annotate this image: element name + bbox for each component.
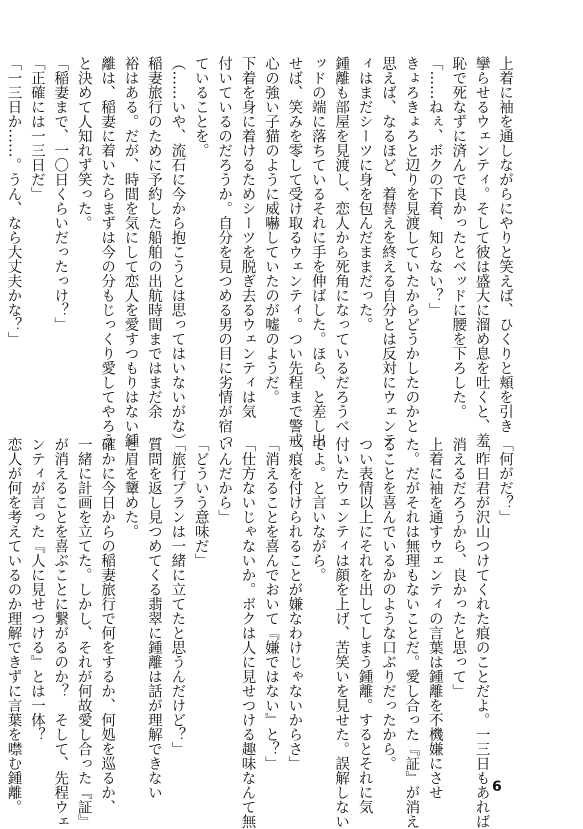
top-text-tier — [5, 56, 516, 448]
text-line: 下着を身に着けるためシーツを脱ぎ去るウェンティは気 — [239, 56, 256, 419]
text-line: 「どういう意味だ」 — [192, 437, 209, 568]
text-line: と決めて人知れず笑った。 — [75, 56, 92, 230]
text-line: ることを喜んでいるかのような口ぶりだったから。 — [379, 437, 396, 771]
text-line: ていることを。 — [192, 56, 209, 158]
text-line: せば、笑みを零して受け取るウェンティ。つい先程まで警戒 — [286, 56, 303, 448]
text-line: 心の強い子猫のように威嚇していたのが嘘のようだ。 — [262, 56, 279, 404]
text-line: が消えることを喜ぶことに繋がるのか？ そして、先程ウェ — [52, 437, 69, 829]
text-line: ッドの端に落ちているそれに手を伸ばした。ほら、と差し出 — [309, 56, 326, 448]
text-line: 付いたウェンティは顔を上げ、苦笑いを見せた。誤解しない — [333, 437, 350, 829]
text-line: 質問を返し見つめてくる翡翠に鍾離は話が理解できない — [145, 437, 162, 800]
text-line: 一緒に計画を立てた。しかし、それが何故愛し合った『証』 — [75, 437, 92, 829]
text-line: ィはまだシーツに身を包んだままだった。 — [356, 56, 373, 332]
text-line: 稲妻旅行のために予約した船舶の出航時間まではまだ余 — [145, 56, 162, 419]
text-line: きょろきょろと辺りを見渡していたからどうかしたのかと — [403, 56, 420, 433]
text-line: 確かに今日からの稲妻旅行で何をするか、何処を巡るか、 — [99, 437, 116, 814]
text-line: いんだから」 — [216, 437, 233, 524]
text-line: 「……ねぇ、ボクの下着、知らない？」 — [426, 56, 443, 317]
text-line: 「仕方ないじゃないか。ボクは人に見せつける趣味なんて無 — [239, 437, 256, 829]
text-line: 「昨日君が沢山つけてくれた痕のことだよ。一三日もあれば — [473, 437, 490, 829]
text-line: と眉を顰めた。 — [122, 437, 139, 539]
text-line: 「一三日か……。うん、なら大丈夫かな？」 — [5, 56, 22, 346]
text-line: 「痕を付けられることが嫌なわけじゃないからさ」 — [286, 437, 303, 771]
text-line: でよ。と言いながら。 — [309, 437, 326, 582]
page-number: 6 — [492, 779, 502, 795]
text-line: 恋人が何を考えているのか理解できずに言葉を噤む鍾離。 — [5, 437, 22, 814]
text-line: 鍾離も部屋を見渡し、恋人から死角になっているだろうベ — [333, 56, 350, 433]
text-line: （……いや、流石に今から抱こうとは思ってはいないがな） — [169, 56, 186, 448]
text-line: 「消えることを喜んでおいて『嫌ではない』と？」 — [262, 437, 279, 771]
text-line: 恥で死なずに済んで良かったとベッドに腰を下ろした。 — [450, 56, 467, 419]
text-line: 「稲妻まで、一〇日くらいだったっけ？」 — [52, 56, 69, 332]
text-line: 「旅行プランは一緒に立てたと思うんだけど？」 — [169, 437, 186, 756]
text-line: 「正確には一三日だ」 — [28, 56, 45, 201]
text-line: た。だがそれは無理もないことだ。愛し合った『証』が消え — [403, 437, 420, 829]
text-line: 思えば、なるほど、着替えを終える自分とは反対にウェンテ — [379, 56, 396, 448]
bottom-text-tier — [5, 437, 516, 829]
text-line: 付いているのだろうか。自分を見つめる男の目に劣情が宿っ — [216, 56, 233, 448]
text-line: 裕はある。だが、時間を気にして恋人を愛すつもりはない鍾 — [122, 56, 139, 448]
text-line: 上着に袖を通しながらにやりと笑えば、ひくりと頬を引き — [497, 56, 513, 433]
text-line: つい表情以上にそれを出してしまう鍾離。するとそれに気 — [356, 437, 373, 814]
text-line: 消えるだろうから、良かったと思って」 — [450, 437, 467, 698]
text-line: 離は、稲妻に着いたらまずは今の分もじっくり愛してやろう — [99, 56, 116, 448]
text-line: 「何がだ？」 — [497, 437, 513, 524]
text-line: 上着に袖を通すウェンティの言葉は鍾離を不機嫌にさせ — [426, 437, 443, 800]
text-line: 攣らせるウェンティ。そして彼は盛大に溜め息を吐くと、羞 — [473, 56, 490, 448]
text-line: ンティが言った『人に見せつける』とは一体？ — [28, 437, 45, 742]
